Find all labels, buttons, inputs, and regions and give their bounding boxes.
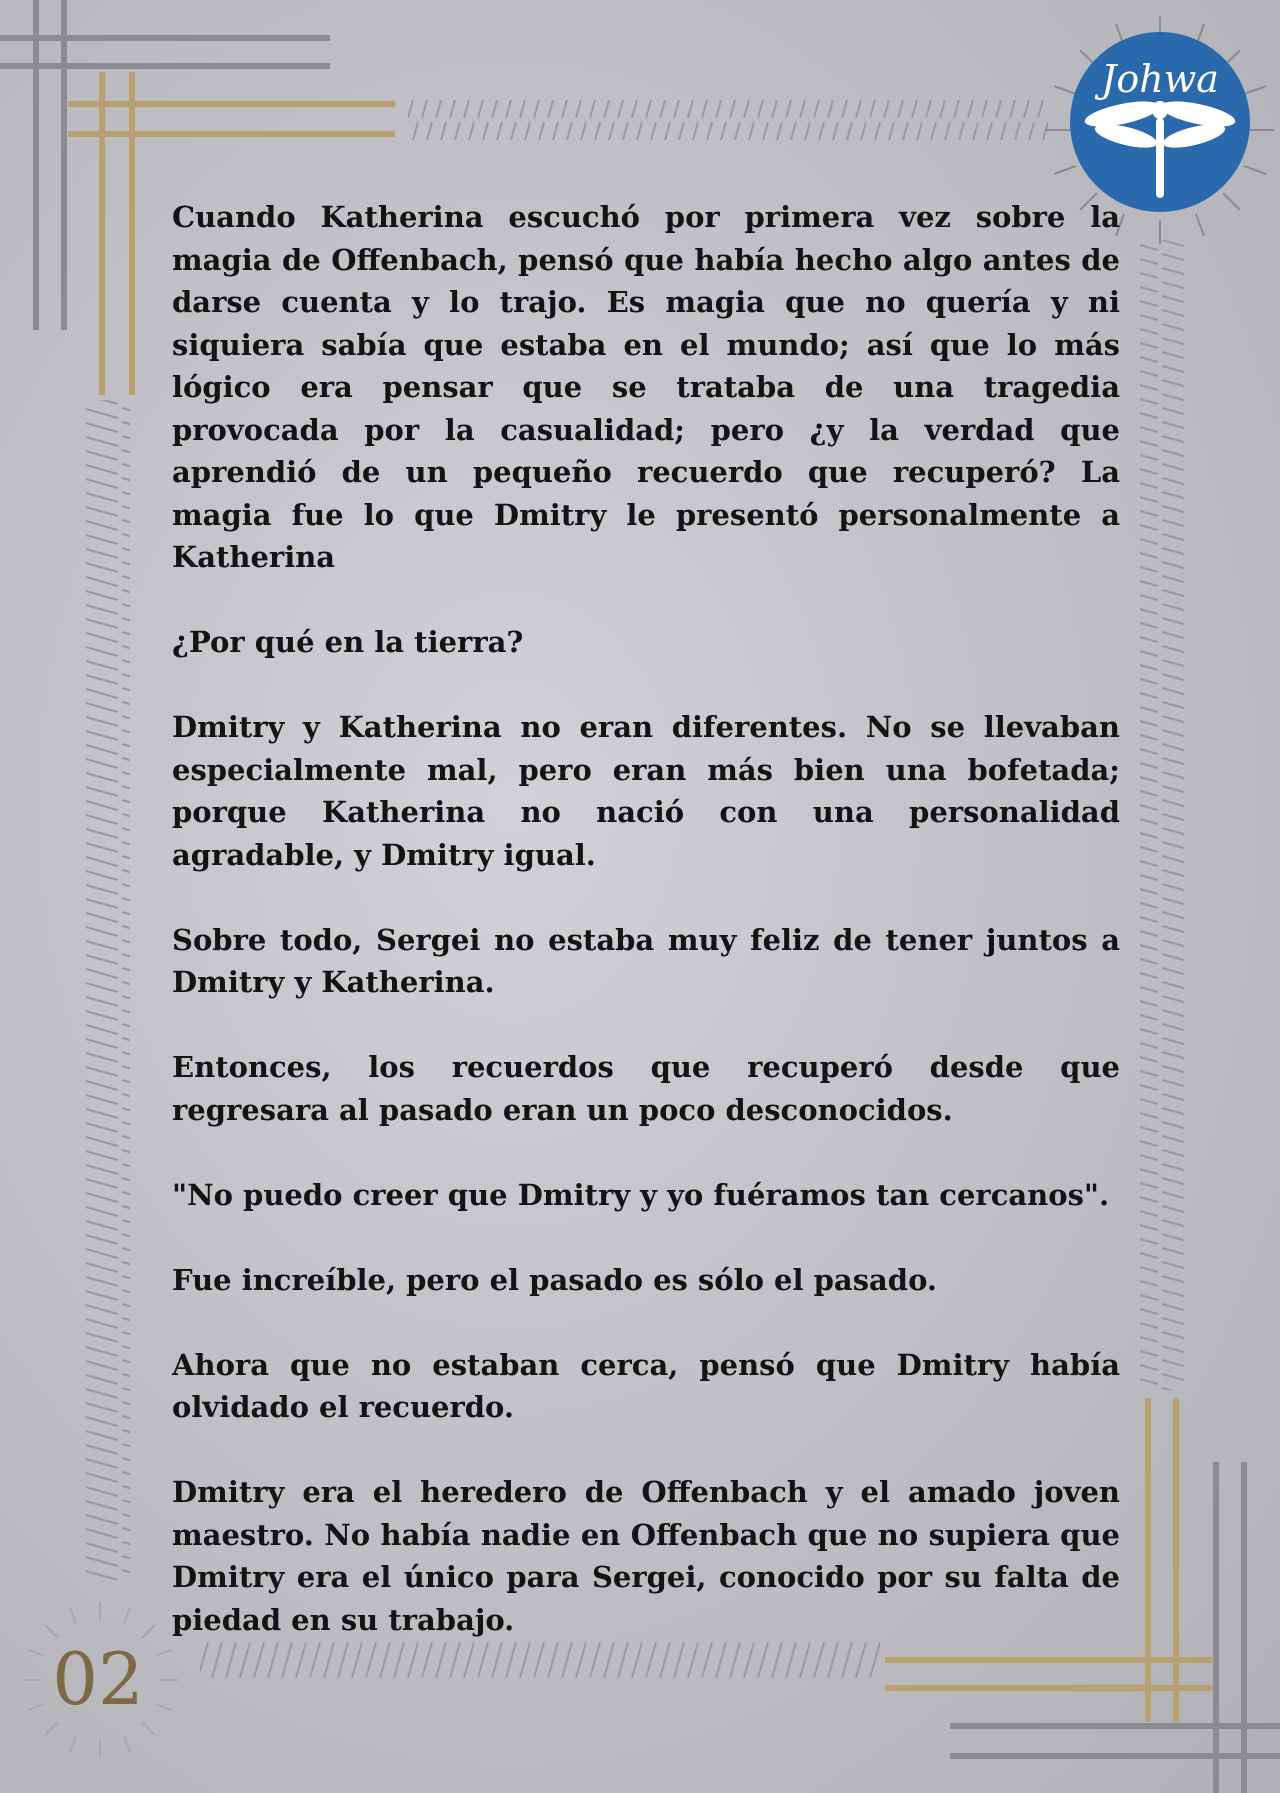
- svg-text:Johwa: Johwa: [1101, 57, 1219, 101]
- paragraph: Fue increíble, pero el pasado es sólo el pasado.: [172, 1262, 938, 1297]
- paragraph: Cuando Katherina escuchó por primera vez sobre la magia de Offenbach, pensó que había hecho algo antes de darse cuenta y lo trajo. Es magia que no quería y ni siquiera sabía que estaba en el mundo; así que lo más lógico era pensar que se trataba de una tragedia provocada por la casualidad; pero ¿y la verdad que aprendió de un pequeño recuerdo que recuperó? La magia fue lo que Dmitry le presentó personalmente a Katherina: [172, 200, 1120, 574]
- paragraph: Entonces, los recuerdos que recuperó desde que regresara al pasado eran un poco desconocidos.: [172, 1050, 1120, 1127]
- paragraph: Ahora que no estaban cerca, pensó que Dmitry había olvidado el recuerdo.: [172, 1347, 1120, 1424]
- paragraph: "No puedo creer que Dmitry y yo fuéramos tan cercanos".: [172, 1177, 1110, 1212]
- paragraph: Dmitry y Katherina no eran diferentes. No se llevaban especialmente mal, pero eran más bien una bofetada; porque Katherina no nació con una personalidad agradable, y Dmitry igual.: [172, 710, 1120, 872]
- story-text: [172, 196, 1120, 1684]
- paragraph: Dmitry era el heredero de Offenbach y el amado joven maestro. No había nadie en Offenbach que no supiera que Dmitry era el único para Sergei, conocido por su falta de piedad en su trabajo.: [172, 1475, 1120, 1637]
- paragraph: ¿Por qué en la tierra?: [172, 625, 524, 659]
- paragraph: Sobre todo, Sergei no estaba muy feliz de tener juntos a Dmitry y Katherina.: [172, 922, 1120, 999]
- page-number-medallion: [20, 1600, 180, 1760]
- page-number: 02: [52, 1637, 144, 1721]
